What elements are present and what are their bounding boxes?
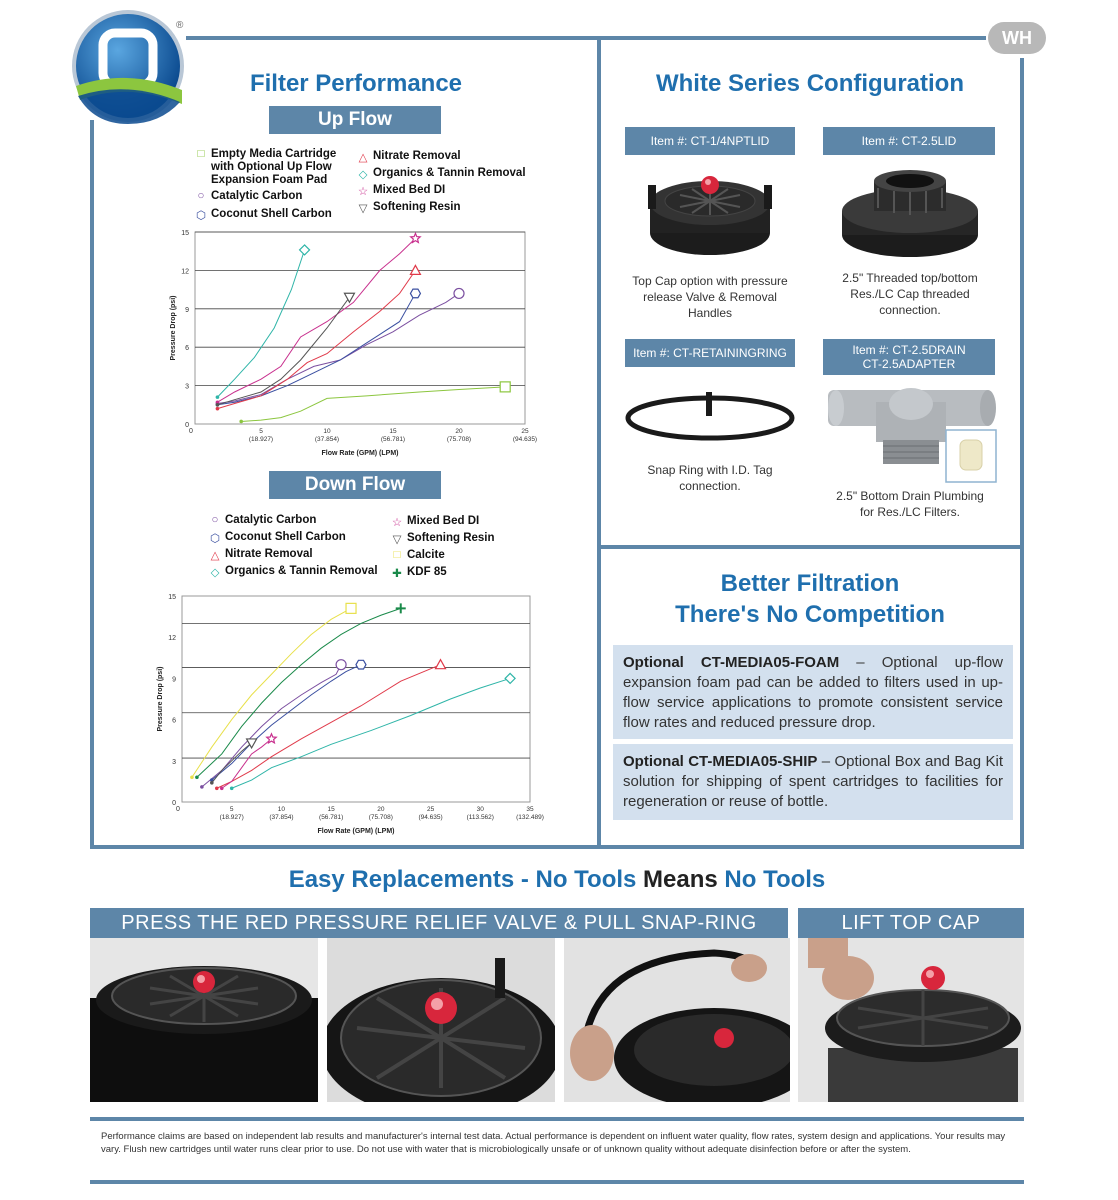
upflow-chart [155,222,555,462]
y-tick-label: 6 [185,345,189,353]
replacements-title-part1: Easy Replacements - No Tools [288,866,644,893]
x-tick-label: (56.781) [380,436,406,443]
legend-label-line: Coconut Shell Carbon [211,208,332,220]
legend-label-line: with Optional Up Flow [211,161,332,173]
drain-adapter-photo [828,382,998,487]
ship-option-box [613,744,1013,820]
series-start-point [215,786,219,790]
y-tick-label: 6 [172,717,176,725]
legend-label-line: Calcite [407,549,445,561]
top-cap-caption-line: Handles [687,306,733,320]
downflow-legend-item [390,549,445,562]
legend-label-line: Softening Resin [407,532,495,544]
square-marker-icon: □ [197,148,205,160]
downflow-legend-label [407,566,447,579]
foam-option-box [613,645,1013,739]
hexagon-marker-icon: ⬡ [209,533,221,545]
y-tick-label: 0 [172,800,176,807]
frame-right-mid-line [600,545,1024,549]
x-tick-label: (18.927) [219,814,244,821]
down-triangle-marker-icon: ▽ [392,534,402,546]
star-marker-icon: ☆ [391,517,403,529]
upflow-legend-item [356,150,461,164]
legend-label-line: Organics & Tannin Removal [225,565,378,577]
downflow-label: Down Flow [269,471,441,499]
x-tick-label: 10 [323,428,331,435]
x-tick-label: 25 [521,428,529,435]
x-tick-label: 5 [259,428,263,435]
downflow-legend-label [407,515,479,528]
x-axis-label: Flow Rate (GPM) (LPM) [317,828,395,835]
snap-ring-photo [622,390,798,442]
top-cap-caption [615,273,805,321]
y-tick-label: 12 [181,268,189,276]
lid-caption-line: 2.5" Threaded top/bottom [842,271,978,285]
y-axis-label: Pressure Drop (psi) [170,295,177,361]
x-tick-label: (75.708) [446,436,472,443]
foam-option-text: – Optional up-flow expansion foam pad can be added to filters used in up-flow service applications to promote consistent service flow rates and reduced pressure drop. [623,654,1003,731]
downflow-legend-label [407,549,445,562]
x-tick-label: (113.562) [466,814,494,821]
item-label-retaining-ring-text: Item #: CT-RETAININGRING [633,346,787,360]
legend-label-line: Expansion Foam Pad [211,174,328,186]
y-tick-label: 15 [168,594,176,601]
upflow-legend-label [373,150,461,163]
legend-label-line: KDF 85 [407,566,447,578]
wh-badge: WH [988,22,1046,54]
step-press-valve-bar: PRESS THE RED PRESSURE RELIEF VALVE & PULL SNAP-RING [90,908,788,938]
drain-caption [810,488,1010,520]
downflow-legend [208,514,538,580]
legend-label-line: Softening Resin [373,201,461,213]
footer-bottom-line [90,1180,1024,1184]
upflow-legend-label [211,148,336,187]
x-tick-label: 0 [189,428,193,435]
downflow-legend-label [225,548,313,561]
upflow-label: Up Flow [269,106,441,134]
hexagon-marker-icon: ⬡ [195,210,207,222]
ship-option-title: Optional CT-MEDIA05-SHIP [623,753,818,770]
series-end-marker [454,288,464,298]
x-tick-label: 15 [389,428,397,435]
lid-caption [815,270,1005,318]
step-lift-cap-bar: LIFT TOP CAP [798,908,1024,938]
triangle-marker-icon: △ [358,152,368,164]
x-tick-label: 0 [176,806,180,813]
item-label-drain [823,339,995,375]
downflow-legend-item [208,565,378,579]
x-tick-label: (56.781) [319,814,344,821]
square-marker-icon: □ [393,549,401,561]
legend-label-line: Catalytic Carbon [211,190,303,202]
frame-right-line [1020,58,1024,848]
downflow-legend-label [407,532,495,545]
downflow-legend-item [390,515,479,529]
y-tick-label: 3 [185,383,189,391]
x-tick-label: 30 [476,806,484,813]
series-start-point [239,420,243,424]
legend-label-line: Nitrate Removal [373,150,461,162]
series-end-marker [356,660,366,669]
brand-logo-graphic [70,8,188,126]
circle-marker-icon: ○ [197,190,205,202]
series-end-marker [410,289,420,298]
top-cap-caption-line: release Valve & Removal [643,290,777,304]
series-start-point [210,781,214,785]
series-start-point [230,786,234,790]
replacement-photo-4 [798,938,1024,1102]
upflow-legend-label [373,184,445,197]
y-tick-label: 0 [185,422,189,429]
x-tick-label: (18.927) [248,436,274,443]
downflow-legend-item [208,531,346,545]
item-label-drain-line: Item #: CT-2.5DRAIN [852,343,966,357]
lid-caption-line: Res./LC Cap threaded [850,287,970,301]
downflow-legend-item [390,566,447,580]
downflow-legend-label [225,565,378,578]
legend-label-line: Catalytic Carbon [225,514,317,526]
upflow-legend-item [356,201,461,215]
replacement-photo-1 [90,938,318,1102]
registered-mark: ® [176,20,184,31]
x-tick-label: 20 [455,428,463,435]
y-tick-label: 3 [172,758,176,766]
downflow-legend-label [225,531,346,544]
series-end-marker [336,660,346,670]
replacement-photo-3 [564,938,790,1102]
x-tick-label: (37.854) [314,436,340,443]
downflow-legend-item [208,514,316,527]
plot-area [182,596,530,802]
series-start-point [195,775,199,779]
better-filtration-title [604,568,1016,630]
snap-ring-caption [615,462,805,494]
series-start-point [190,775,194,779]
x-tick-label: (94.635) [418,814,443,821]
item-label-lid-text: Item #: CT-2.5LID [861,134,957,148]
snap-ring-caption-line: connection. [679,479,741,493]
plus-marker-icon: ✚ [392,568,402,580]
filter-performance-title: Filter Performance [249,70,463,97]
circle-marker-icon: ○ [211,514,219,526]
y-tick-label: 12 [168,635,176,643]
upflow-legend-label [373,201,461,214]
y-axis-label: Pressure Drop (psi) [157,666,164,732]
upflow-legend-item [356,167,526,181]
snap-ring-caption-line: Snap Ring with I.D. Tag [647,463,773,477]
upflow-legend [194,148,554,222]
x-tick-label: (75.708) [368,814,393,821]
frame-left-line [90,120,94,848]
series-start-point [216,395,220,399]
top-cap-photo [640,165,780,260]
replacement-photo-2 [327,938,555,1102]
x-tick-label: (132.489) [516,814,544,821]
series-start-point [200,785,204,789]
triangle-marker-icon: △ [210,550,220,562]
lid-caption-line: connection. [879,303,941,317]
upflow-legend-item [194,190,302,203]
down-triangle-marker-icon: ▽ [358,203,368,215]
footer-top-line [90,1117,1024,1121]
x-tick-label: (94.635) [512,436,538,443]
lid-photo [838,163,983,263]
x-tick-label: 15 [327,806,335,813]
upflow-legend-label [373,167,526,180]
legend-label-line: Empty Media Cartridge [211,148,337,160]
star-marker-icon: ☆ [357,186,369,198]
frame-bottom-line [90,845,1024,849]
legend-label-line: Organics & Tannin Removal [373,167,526,179]
legend-label-line: Mixed Bed DI [407,515,480,527]
upflow-legend-item [194,148,336,187]
x-tick-label: 10 [277,806,286,813]
diamond-marker-icon: ◇ [358,169,368,181]
legend-label-line: Mixed Bed DI [373,184,446,196]
series-start-point [216,403,220,407]
series-end-marker [346,603,356,613]
upflow-legend-label [211,208,332,221]
footer-disclaimer: Performance claims are based on independent lab results and manufacturer's internal test data. Actual performance is dependent on influent water quality, flow rates, system design and applications. Your results may vary. Flush new cartridges until water runs clear prior to use. Do not use with water that is microbiologically unsafe or of unknown quality without adequate disinfection before or after the system. [101,1131,1006,1155]
replacements-title [90,866,1024,894]
downflow-legend-item [390,532,495,546]
item-label-top-cap-text: Item #: CT-1/4NPTLID [650,134,770,148]
upflow-legend-label [211,190,302,203]
upflow-legend-item [356,184,445,198]
downflow-chart [150,588,560,840]
brand-logo [70,8,188,126]
downflow-legend-item [208,548,313,562]
drain-caption-line: 2.5" Bottom Drain Plumbing [836,489,984,503]
legend-label-line: Coconut Shell Carbon [225,531,346,543]
item-label-drain-line: CT-2.5ADAPTER [862,357,956,371]
upflow-legend-item [194,208,332,222]
series-start-point [216,407,220,411]
x-tick-label: 20 [377,806,385,813]
item-label-retaining-ring [625,339,795,367]
item-label-top-cap [625,127,795,155]
frame-center-divider [597,36,601,848]
x-tick-label: 35 [526,806,534,813]
drain-caption-line: for Res./LC Filters. [859,505,961,519]
y-tick-label: 9 [172,676,176,684]
downflow-legend-label [225,514,316,527]
series-start-point [220,786,224,790]
foam-option-title: Optional CT-MEDIA05-FOAM [623,654,840,671]
series-end-marker [500,382,510,392]
x-tick-label: 25 [426,806,435,813]
better-filtration-title-line1: Better Filtration [720,570,900,597]
legend-label-line: Nitrate Removal [225,548,313,560]
replacements-title-part3: No Tools [717,866,826,893]
frame-top-line [186,36,986,40]
top-cap-caption-line: Top Cap option with pressure [632,274,788,288]
replacements-title-part2: Means [643,866,718,893]
plot-area [195,232,525,424]
y-tick-label: 15 [181,230,189,237]
x-tick-label: (37.854) [269,814,294,821]
y-tick-label: 9 [185,306,189,314]
ship-option-text: – Optional Box and Bag Kit solution for shipping of spent cartridges to facilities for regeneration or reuse of bottle. [623,753,1003,810]
white-series-title: White Series Configuration [655,70,964,97]
item-label-lid [823,127,995,155]
diamond-marker-icon: ◇ [210,567,220,579]
better-filtration-title-line2: There's No Competition [675,601,945,628]
x-tick-label: 5 [229,806,234,813]
x-axis-label: Flow Rate (GPM) (LPM) [321,450,399,457]
